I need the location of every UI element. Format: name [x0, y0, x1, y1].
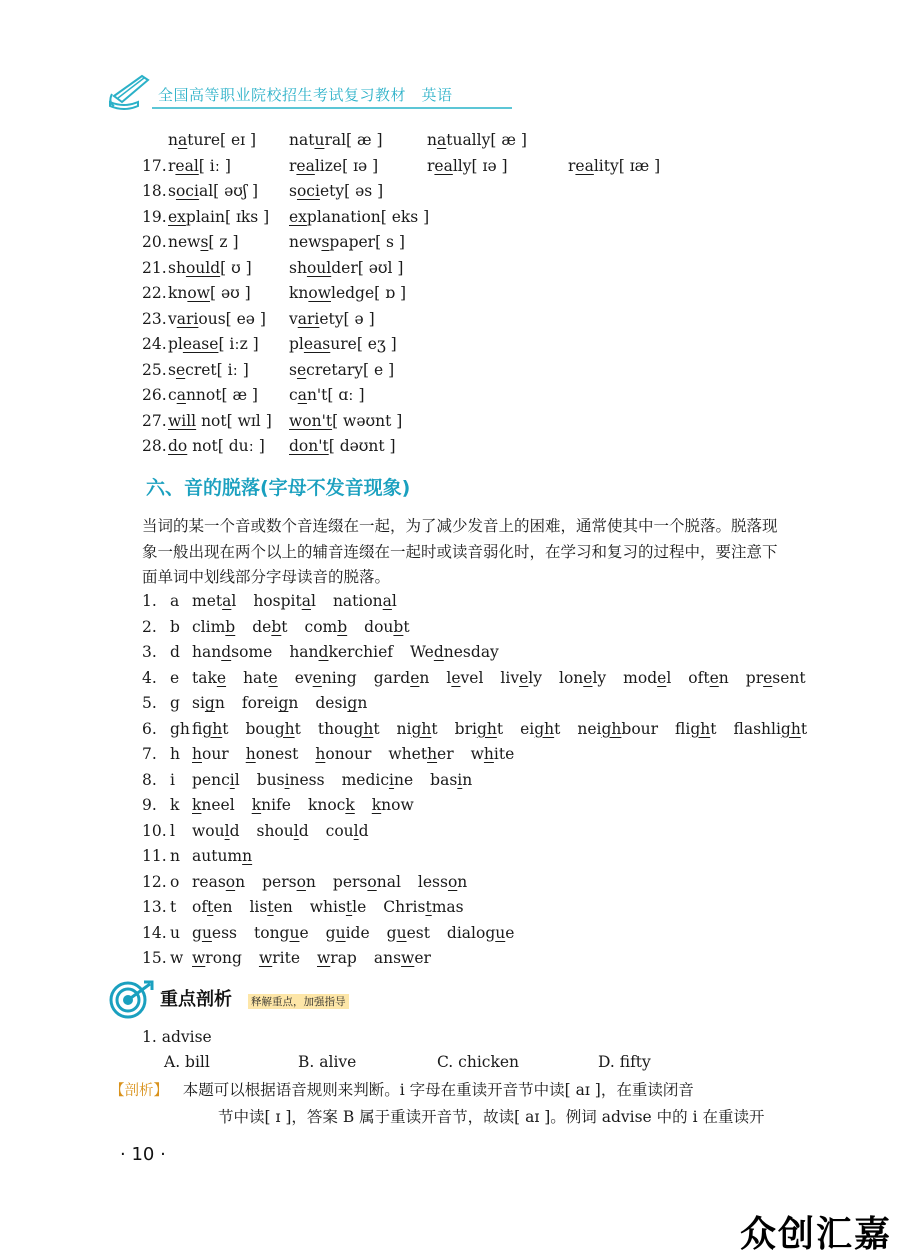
- paragraph-text: 当词的某一个音或数个音连缀在一起，为了减少发音上的困难，通常使其中一个脱落。脱落现象一般出现在两个以上的辅音连缀在一起时或读音弱化时，在学习和复习的过程中，要注意下面单词中划线部分字母读音的脱落。: [142, 517, 778, 586]
- section-paragraph: [110, 514, 790, 591]
- example-word: would: [192, 821, 240, 840]
- silent-letter: g: [170, 694, 180, 712]
- example-word: pencil: [192, 770, 240, 789]
- example-word: lively: [500, 668, 542, 687]
- running-header: [100, 70, 520, 120]
- silent-letter: a: [170, 592, 180, 610]
- row-number: 9.: [142, 796, 157, 814]
- option-b: B. alive: [298, 1053, 357, 1071]
- example-word: should: [256, 821, 309, 840]
- example-word: lonely: [558, 668, 607, 687]
- silent-letter: o: [170, 872, 180, 891]
- example-word: medicine: [341, 770, 414, 789]
- target-icon: [108, 980, 154, 1020]
- example-word: garden: [373, 668, 430, 687]
- row-number: 19.: [142, 207, 167, 226]
- phonics-word: natually[ æ ]: [427, 131, 527, 149]
- example-word: wrap: [317, 949, 357, 967]
- example-word: hate: [243, 668, 278, 687]
- example-word: debt: [252, 617, 288, 636]
- phonics-word: realize[ ɪə ]: [289, 156, 379, 175]
- row-number: 11.: [142, 847, 167, 865]
- silent-letter-row: [142, 592, 414, 610]
- example-word: foreign: [241, 694, 299, 712]
- row-number: 13.: [142, 898, 167, 916]
- example-word: whether: [388, 745, 454, 763]
- example-word: metal: [192, 592, 237, 610]
- phonics-word: do not[ duː ]: [168, 437, 265, 455]
- example-word: guess: [192, 923, 238, 942]
- phonics-word: explain[ ɪks ]: [168, 207, 270, 226]
- row-number: 26.: [142, 386, 167, 404]
- row-number: 14.: [142, 923, 167, 942]
- phonics-word: secretary[ e ]: [289, 360, 395, 379]
- example-word: autumn: [192, 847, 253, 865]
- phonics-word: variety[ ə ]: [289, 309, 375, 328]
- watermark: 众创汇嘉: [740, 1214, 893, 1255]
- phonics-word: explanation[ eks ]: [289, 207, 430, 226]
- silent-letter-row: [142, 643, 516, 661]
- row-number: 17.: [142, 156, 167, 175]
- phonics-word: real[ iː ]: [168, 156, 231, 175]
- key-points-subtitle: 释解重点，加强指导: [248, 994, 349, 1009]
- silent-letter-row: [142, 745, 531, 763]
- example-word: design: [315, 694, 368, 712]
- phonics-word: knowledge[ ɒ ]: [289, 284, 407, 302]
- example-word: climb: [192, 617, 236, 636]
- example-word: fight: [192, 719, 229, 738]
- row-number: 3.: [142, 643, 157, 661]
- row-number: 5.: [142, 694, 157, 712]
- silent-letter-row: [142, 847, 269, 865]
- example-word: person: [262, 872, 316, 891]
- silent-letter: i: [170, 770, 175, 789]
- example-word: present: [745, 668, 806, 687]
- silent-letter-row: [142, 873, 484, 891]
- phonics-word: shoulder[ əʊl ]: [289, 258, 404, 277]
- option-c: C. chicken: [437, 1053, 520, 1071]
- example-word: personal: [332, 872, 401, 891]
- example-word: national: [332, 592, 397, 610]
- example-word: know: [371, 796, 414, 814]
- row-number: 25.: [142, 360, 167, 379]
- example-word: kneel: [192, 796, 235, 814]
- example-word: eight: [520, 719, 561, 738]
- example-word: bright: [454, 719, 504, 738]
- row-number: 21.: [142, 258, 167, 277]
- example-word: Christmas: [383, 898, 464, 916]
- phonics-word: nature[ eɪ ]: [168, 131, 257, 149]
- example-word: knock: [307, 796, 355, 814]
- phonics-word: know[ əʊ ]: [168, 284, 251, 302]
- row-number: 24.: [142, 335, 167, 353]
- row-number: 8.: [142, 770, 157, 789]
- silent-letter-row: [142, 898, 481, 916]
- silent-letter-row: [142, 720, 824, 738]
- example-word: honest: [245, 745, 299, 763]
- example-word: hospital: [253, 592, 316, 610]
- header-title: 全国高等职业院校招生考试复习教材 英语: [158, 86, 453, 104]
- pen-book-icon: [104, 72, 156, 114]
- example-word: hour: [192, 745, 229, 763]
- example-word: lesson: [417, 872, 468, 891]
- silent-letter: gh: [170, 719, 190, 738]
- example-word: night: [396, 719, 438, 738]
- phonics-word: can't[ ɑː ]: [289, 386, 365, 404]
- section-title: 六、音的脱落(字母不发音现象): [146, 477, 411, 499]
- silent-letter: t: [170, 898, 177, 916]
- silent-letter: k: [170, 796, 180, 814]
- example-word: evening: [294, 668, 357, 687]
- analysis-line-2: 节中读[ ɪ ]，答案 B 属于重读开音节，故读[ aɪ ]。例词 advise 中的 i 在重读开: [218, 1107, 765, 1126]
- example-word: flight: [675, 719, 717, 738]
- example-word: guide: [325, 923, 370, 942]
- analysis-block: [110, 1078, 790, 1130]
- example-word: thought: [317, 719, 380, 738]
- example-word: wrong: [192, 949, 242, 967]
- silent-letter: l: [170, 821, 175, 840]
- example-word: knife: [251, 796, 291, 814]
- silent-letter-row: [142, 669, 823, 687]
- example-word: doubt: [364, 617, 410, 636]
- example-word: basin: [430, 770, 473, 789]
- phonics-word: reality[ ɪæ ]: [568, 156, 661, 175]
- silent-letter-row: [142, 618, 427, 636]
- key-points-banner: [108, 980, 408, 1020]
- phonics-word: pleasure[ eʒ ]: [289, 335, 397, 353]
- silent-letter-row: [142, 771, 489, 789]
- silent-letter: h: [170, 745, 180, 763]
- example-word: often: [688, 668, 729, 687]
- phonics-word: will not[ wɪl ]: [168, 411, 272, 430]
- phonics-word: news[ z ]: [168, 233, 239, 251]
- phonics-word: really[ ɪə ]: [427, 156, 508, 175]
- row-number: 7.: [142, 745, 157, 763]
- example-word: tongue: [254, 923, 309, 942]
- row-number: 27.: [142, 411, 167, 430]
- silent-letter: n: [170, 847, 180, 865]
- phonics-word: various[ eə ]: [168, 309, 266, 328]
- row-number: 28.: [142, 437, 167, 455]
- example-word: neighbour: [577, 719, 659, 738]
- silent-letter-row: [142, 822, 386, 840]
- silent-letter-row: [142, 949, 448, 967]
- example-word: take: [192, 668, 227, 687]
- example-word: guest: [386, 923, 430, 942]
- silent-letter-row: [142, 924, 531, 942]
- example-word: handsome: [192, 643, 273, 661]
- example-word: level: [446, 668, 484, 687]
- example-word: whistle: [309, 898, 367, 916]
- silent-letter: d: [170, 643, 180, 661]
- example-word: sign: [192, 694, 225, 712]
- example-word: bought: [245, 719, 301, 738]
- example-word: write: [258, 949, 300, 967]
- analysis-tag: 【剖析】: [110, 1083, 168, 1099]
- row-number: 12.: [142, 872, 167, 891]
- analysis-line-1: 本题可以根据语音规则来判断。i 字母在重读开音节中读[ aɪ ]，在重读闭音: [182, 1081, 694, 1099]
- example-word: flashlight: [733, 719, 808, 738]
- phonics-word: won't[ wəʊnt ]: [289, 411, 403, 430]
- example-word: comb: [304, 617, 348, 636]
- silent-letter-row: [142, 796, 431, 814]
- example-word: Wednesday: [410, 643, 499, 661]
- example-word: often: [192, 898, 233, 916]
- key-points-title: 重点剖析: [160, 989, 232, 1010]
- example-word: dialogue: [446, 923, 515, 942]
- example-word: model: [623, 668, 672, 687]
- silent-letter: b: [170, 617, 180, 636]
- phonics-word: don't[ dəʊnt ]: [289, 437, 396, 455]
- row-number: 15.: [142, 949, 167, 967]
- silent-letter-row: [142, 694, 384, 712]
- row-number: 2.: [142, 617, 157, 636]
- example-word: handkerchief: [289, 643, 393, 661]
- phonics-word: secret[ iː ]: [168, 360, 249, 379]
- phonics-word: should[ ʊ ]: [168, 258, 252, 277]
- option-d: D. fifty: [598, 1053, 651, 1071]
- example-word: listen: [249, 898, 293, 916]
- row-number: 23.: [142, 309, 167, 328]
- row-number: 10.: [142, 821, 167, 840]
- question-stem: 1. advise: [142, 1028, 212, 1046]
- header-rule: [152, 107, 512, 109]
- row-number: 18.: [142, 182, 167, 200]
- example-word: reason: [192, 872, 246, 891]
- silent-letter: u: [170, 923, 180, 942]
- phonics-word: please[ iːz ]: [168, 335, 259, 353]
- option-a: A. bill: [164, 1053, 210, 1071]
- phonics-word: cannot[ æ ]: [168, 386, 258, 404]
- phonics-word: natural[ æ ]: [289, 131, 383, 149]
- silent-letter: w: [170, 949, 184, 967]
- phonics-word: social[ əʊʃ ]: [168, 182, 259, 200]
- example-word: could: [325, 821, 369, 840]
- phonics-word: newspaper[ s ]: [289, 233, 405, 251]
- example-word: business: [256, 770, 325, 789]
- row-number: 6.: [142, 719, 157, 738]
- silent-letter: e: [170, 668, 180, 687]
- row-number: 22.: [142, 284, 167, 302]
- row-number: 4.: [142, 668, 157, 687]
- example-word: honour: [315, 745, 372, 763]
- phonics-word: society[ əs ]: [289, 182, 384, 200]
- example-word: white: [470, 745, 515, 763]
- example-word: answer: [373, 949, 431, 967]
- row-number: 20.: [142, 233, 167, 251]
- row-number: 1.: [142, 592, 157, 610]
- page-number: · 10 ·: [120, 1144, 166, 1165]
